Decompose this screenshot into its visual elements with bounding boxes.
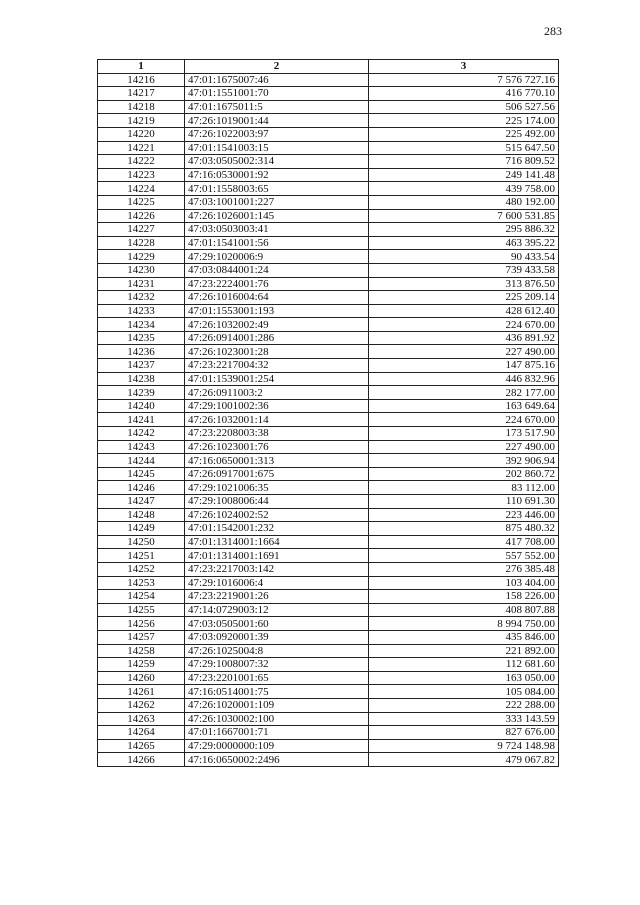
cadastral-number-cell: 47:23:2217004:32 [185,359,369,373]
row-number-cell: 14228 [98,236,185,250]
cadastral-value-cell: 103 404.00 [369,576,559,590]
table-row [98,318,559,332]
cadastral-value-cell: 446 832.96 [369,372,559,386]
table-row [98,630,559,644]
cadastral-value-cell: 105 084.00 [369,685,559,699]
row-number-cell: 14264 [98,726,185,740]
cadastral-value-cell: 163 649.64 [369,399,559,413]
cadastral-number-cell: 47:23:2201001:65 [185,671,369,685]
cadastral-number-cell: 47:14:0729003:12 [185,603,369,617]
table-row [98,386,559,400]
cadastral-value-cell: 416 770.10 [369,87,559,101]
row-number-cell: 14218 [98,100,185,114]
row-number-cell: 14230 [98,263,185,277]
cadastral-number-cell: 47:29:1016006:4 [185,576,369,590]
row-number-cell: 14239 [98,386,185,400]
table-row [98,644,559,658]
cadastral-value-cell: 875 480.32 [369,522,559,536]
cadastral-number-cell: 47:01:1314001:1664 [185,535,369,549]
cadastral-number-cell: 47:01:1675011:5 [185,100,369,114]
cadastral-number-cell: 47:01:1542001:232 [185,522,369,536]
table-row [98,372,559,386]
row-number-cell: 14223 [98,168,185,182]
cadastral-value-cell: 480 192.00 [369,195,559,209]
table-row [98,277,559,291]
row-number-cell: 14226 [98,209,185,223]
row-number-cell: 14246 [98,481,185,495]
cadastral-value-cell: 295 886.32 [369,223,559,237]
table-row [98,399,559,413]
row-number-cell: 14257 [98,630,185,644]
cadastral-value-cell: 8 994 750.00 [369,617,559,631]
cadastral-value-cell: 173 517.90 [369,427,559,441]
row-number-cell: 14252 [98,562,185,576]
cadastral-number-cell: 47:03:0505002:314 [185,155,369,169]
cadastral-value-cell: 463 395.22 [369,236,559,250]
cadastral-value-cell: 147 875.16 [369,359,559,373]
column-header-1: 1 [98,60,185,74]
cadastral-number-cell: 47:26:0911003:2 [185,386,369,400]
cadastral-value-cell: 9 724 148.98 [369,739,559,753]
cadastral-value-cell: 227 490.00 [369,345,559,359]
cadastral-value-cell: 224 670.00 [369,318,559,332]
cadastral-value-cell: 7 576 727.16 [369,73,559,87]
cadastral-value-cell: 313 876.50 [369,277,559,291]
table-row [98,603,559,617]
table-row [98,182,559,196]
table-row [98,467,559,481]
cadastral-number-cell: 47:01:1558003:65 [185,182,369,196]
row-number-cell: 14220 [98,127,185,141]
cadastral-value-cell: 479 067.82 [369,753,559,767]
cadastral-value-cell: 435 846.00 [369,630,559,644]
cadastral-value-cell: 739 433.58 [369,263,559,277]
row-number-cell: 14224 [98,182,185,196]
cadastral-value-cell: 225 209.14 [369,291,559,305]
row-number-cell: 14234 [98,318,185,332]
cadastral-value-cell: 7 600 531.85 [369,209,559,223]
row-number-cell: 14221 [98,141,185,155]
cadastral-number-cell: 47:29:1020006:9 [185,250,369,264]
cadastral-value-cell: 276 385.48 [369,562,559,576]
table-row [98,562,559,576]
row-number-cell: 14232 [98,291,185,305]
cadastral-number-cell: 47:01:1539001:254 [185,372,369,386]
row-number-cell: 14248 [98,508,185,522]
table-row [98,155,559,169]
table-row [98,685,559,699]
table-row [98,495,559,509]
column-header-3: 3 [369,60,559,74]
row-number-cell: 14260 [98,671,185,685]
cadastral-number-cell: 47:29:1001002:36 [185,399,369,413]
cadastral-number-cell: 47:03:0920001:39 [185,630,369,644]
table-row [98,440,559,454]
cadastral-value-cell: 417 708.00 [369,535,559,549]
cadastral-number-cell: 47:26:0914001:286 [185,331,369,345]
row-number-cell: 14253 [98,576,185,590]
table-row [98,250,559,264]
table-row [98,617,559,631]
table-row [98,304,559,318]
cadastral-number-cell: 47:26:1032002:49 [185,318,369,332]
page-number: 283 [544,24,562,38]
row-number-cell: 14254 [98,590,185,604]
cadastral-number-cell: 47:26:1022003:97 [185,127,369,141]
row-number-cell: 14263 [98,712,185,726]
cadastral-number-cell: 47:23:2217003:142 [185,562,369,576]
table-row [98,658,559,672]
column-header-2: 2 [185,60,369,74]
row-number-cell: 14227 [98,223,185,237]
cadastral-value-cell: 202 860.72 [369,467,559,481]
table-row [98,236,559,250]
table-row [98,209,559,223]
row-number-cell: 14247 [98,495,185,509]
cadastral-number-cell: 47:23:2219001:26 [185,590,369,604]
cadastral-value-cell: 221 892.00 [369,644,559,658]
cadastral-value-cell: 225 492.00 [369,127,559,141]
table-row [98,413,559,427]
cadastral-value-cell: 110 691.30 [369,495,559,509]
cadastral-number-cell: 47:26:1016004:64 [185,291,369,305]
cadastral-value-cell: 408 807.88 [369,603,559,617]
row-number-cell: 14229 [98,250,185,264]
cadastral-number-cell: 47:03:0844001:24 [185,263,369,277]
cadastral-value-cell: 436 891.92 [369,331,559,345]
cadastral-number-cell: 47:01:1675007:46 [185,73,369,87]
cadastral-value-cell: 428 612.40 [369,304,559,318]
row-number-cell: 14238 [98,372,185,386]
cadastral-number-cell: 47:01:1314001:1691 [185,549,369,563]
table-row [98,331,559,345]
row-number-cell: 14266 [98,753,185,767]
row-number-cell: 14236 [98,345,185,359]
table-row [98,508,559,522]
row-number-cell: 14249 [98,522,185,536]
cadastral-number-cell: 47:26:1023001:76 [185,440,369,454]
cadastral-value-cell: 439 758.00 [369,182,559,196]
cadastral-number-cell: 47:03:1001001:227 [185,195,369,209]
table-row [98,753,559,767]
row-number-cell: 14217 [98,87,185,101]
cadastral-number-cell: 47:03:0505001:60 [185,617,369,631]
row-number-cell: 14225 [98,195,185,209]
table-row [98,127,559,141]
table-row [98,481,559,495]
row-number-cell: 14262 [98,698,185,712]
cadastral-number-cell: 47:01:1553001:193 [185,304,369,318]
table-row [98,195,559,209]
cadastral-value-cell: 716 809.52 [369,155,559,169]
table-row [98,535,559,549]
table-row [98,263,559,277]
cadastral-value-cell: 249 141.48 [369,168,559,182]
cadastral-number-cell: 47:29:0000000:109 [185,739,369,753]
cadastral-number-cell: 47:29:1021006:35 [185,481,369,495]
table-row [98,100,559,114]
table-header-row [98,60,559,74]
table-row [98,726,559,740]
row-number-cell: 14219 [98,114,185,128]
table-row [98,223,559,237]
cadastral-number-cell: 47:16:0650002:2496 [185,753,369,767]
row-number-cell: 14245 [98,467,185,481]
table-row [98,141,559,155]
table-row [98,454,559,468]
row-number-cell: 14256 [98,617,185,631]
table-body [98,73,559,766]
cadastral-number-cell: 47:29:1008006:44 [185,495,369,509]
cadastral-number-cell: 47:16:0650001:313 [185,454,369,468]
cadastral-number-cell: 47:26:1020001:109 [185,698,369,712]
cadastral-value-cell: 83 112.00 [369,481,559,495]
cadastral-number-cell: 47:23:2224001:76 [185,277,369,291]
cadastral-number-cell: 47:01:1667001:71 [185,726,369,740]
cadastral-number-cell: 47:26:0917001:675 [185,467,369,481]
cadastral-value-cell: 515 647.50 [369,141,559,155]
table-row [98,698,559,712]
cadastral-number-cell: 47:26:1023001:28 [185,345,369,359]
cadastral-number-cell: 47:26:1026001:145 [185,209,369,223]
cadastral-number-cell: 47:23:2208003:38 [185,427,369,441]
row-number-cell: 14243 [98,440,185,454]
table-row [98,671,559,685]
row-number-cell: 14261 [98,685,185,699]
row-number-cell: 14235 [98,331,185,345]
cadastral-number-cell: 47:26:1032001:14 [185,413,369,427]
table-row [98,576,559,590]
row-number-cell: 14265 [98,739,185,753]
row-number-cell: 14255 [98,603,185,617]
cadastral-number-cell: 47:01:1541001:56 [185,236,369,250]
row-number-cell: 14259 [98,658,185,672]
table-row [98,712,559,726]
row-number-cell: 14237 [98,359,185,373]
cadastral-number-cell: 47:16:0514001:75 [185,685,369,699]
table-row [98,73,559,87]
table-row [98,291,559,305]
cadastral-value-cell: 557 552.00 [369,549,559,563]
cadastral-number-cell: 47:29:1008007:32 [185,658,369,672]
cadastral-number-cell: 47:26:1024002:52 [185,508,369,522]
row-number-cell: 14258 [98,644,185,658]
table-row [98,590,559,604]
cadastral-value-cell: 90 433.54 [369,250,559,264]
cadastral-number-cell: 47:03:0503003:41 [185,223,369,237]
cadastral-value-cell: 112 681.60 [369,658,559,672]
cadastral-number-cell: 47:26:1025004:8 [185,644,369,658]
cadastral-value-cell: 333 143.59 [369,712,559,726]
row-number-cell: 14231 [98,277,185,291]
row-number-cell: 14216 [98,73,185,87]
cadastral-number-cell: 47:01:1541003:15 [185,141,369,155]
cadastral-number-cell: 47:26:1030002:100 [185,712,369,726]
row-number-cell: 14240 [98,399,185,413]
table-row [98,87,559,101]
cadastral-value-cell: 163 050.00 [369,671,559,685]
row-number-cell: 14222 [98,155,185,169]
table-row [98,522,559,536]
cadastral-value-cell: 506 527.56 [369,100,559,114]
table-row [98,168,559,182]
row-number-cell: 14250 [98,535,185,549]
cadastral-value-cell: 158 226.00 [369,590,559,604]
cadastral-value-cell: 282 177.00 [369,386,559,400]
table-row [98,739,559,753]
cadastral-value-cell: 224 670.00 [369,413,559,427]
table-row [98,549,559,563]
table-row [98,345,559,359]
table-row [98,114,559,128]
cadastral-number-cell: 47:01:1551001:70 [185,87,369,101]
cadastral-value-cell: 392 906.94 [369,454,559,468]
row-number-cell: 14244 [98,454,185,468]
cadastral-number-cell: 47:26:1019001:44 [185,114,369,128]
cadastral-value-cell: 227 490.00 [369,440,559,454]
cadastral-value-table [97,59,559,767]
cadastral-value-cell: 223 446.00 [369,508,559,522]
cadastral-value-cell: 225 174.00 [369,114,559,128]
row-number-cell: 14241 [98,413,185,427]
row-number-cell: 14242 [98,427,185,441]
table-row [98,359,559,373]
table-row [98,427,559,441]
cadastral-value-cell: 222 288.00 [369,698,559,712]
cadastral-value-cell: 827 676.00 [369,726,559,740]
row-number-cell: 14233 [98,304,185,318]
row-number-cell: 14251 [98,549,185,563]
cadastral-number-cell: 47:16:0530001:92 [185,168,369,182]
